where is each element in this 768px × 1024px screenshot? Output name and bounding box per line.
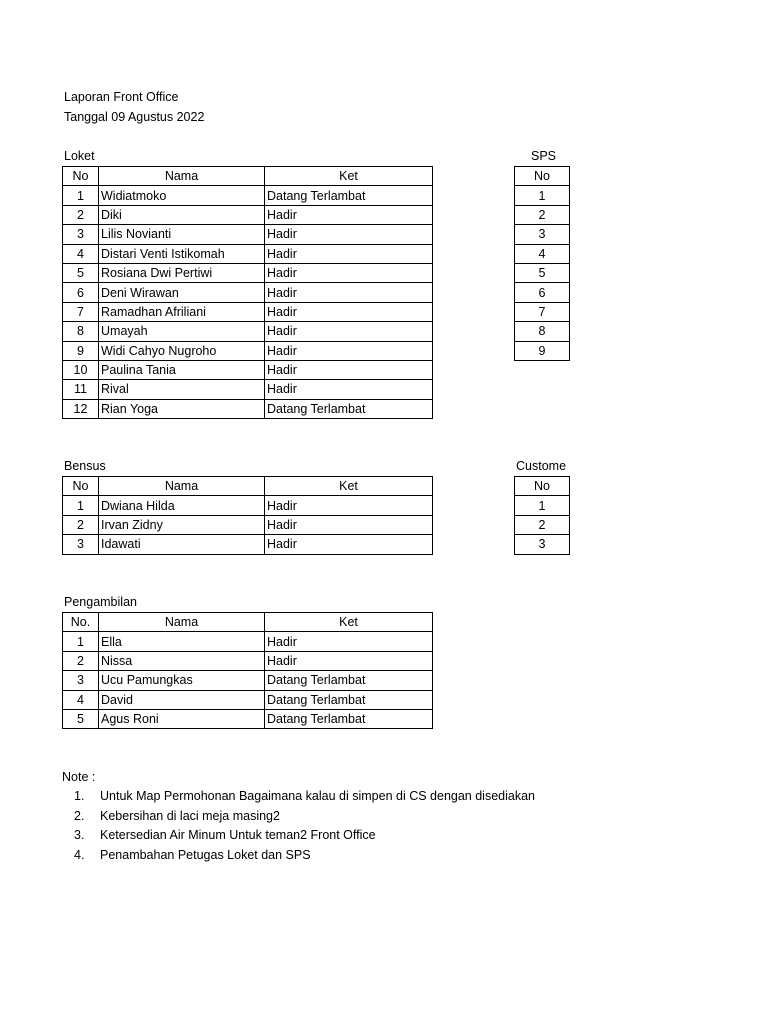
table-row: [63, 671, 433, 690]
notes-section: [62, 768, 535, 865]
cell-nama: Distari Venti Istikomah: [99, 244, 265, 263]
bensus-table: [62, 476, 433, 555]
note-item: [62, 807, 535, 827]
cell-no: 4: [63, 244, 99, 263]
column-header-no: No: [63, 477, 99, 496]
column-header-no: No: [63, 167, 99, 186]
cell-nama: Rival: [99, 380, 265, 399]
cell-nama: Deni Wirawan: [99, 283, 265, 302]
loket-table: [62, 166, 433, 419]
table-row: [515, 283, 570, 302]
cell-ket: Hadir: [265, 515, 433, 534]
cell-ket: Hadir: [265, 322, 433, 341]
table-row: [63, 341, 433, 360]
cell-ket: Datang Terlambat: [265, 399, 433, 418]
table-row: [515, 535, 570, 554]
cell-nama: Widi Cahyo Nugroho: [99, 341, 265, 360]
column-header-no: No.: [63, 613, 99, 632]
note-text: Penambahan Petugas Loket dan SPS: [100, 847, 311, 862]
cell-nama: Ucu Pamungkas: [99, 671, 265, 690]
cell-no: 2: [63, 515, 99, 534]
column-header-nama: Nama: [99, 477, 265, 496]
note-number: 3.: [74, 828, 85, 843]
cell-no: 6: [63, 283, 99, 302]
cell-no: 5: [63, 709, 99, 728]
cell-no: 12: [63, 399, 99, 418]
cell-ket: Hadir: [265, 380, 433, 399]
note-number: 2.: [74, 808, 85, 823]
cell-no: 5: [515, 263, 570, 282]
column-header-nama: Nama: [99, 613, 265, 632]
table-header-row: [63, 477, 433, 496]
cell-ket: Hadir: [265, 535, 433, 554]
cell-ket: Hadir: [265, 205, 433, 224]
note-number: 1.: [74, 789, 85, 803]
cell-nama: Diki: [99, 205, 265, 224]
cell-ket: Hadir: [265, 244, 433, 263]
cell-ket: Datang Terlambat: [265, 709, 433, 728]
cell-nama: Ramadhan Afriliani: [99, 302, 265, 321]
table-row: [63, 263, 433, 282]
cell-no: 7: [63, 302, 99, 321]
table-header-row: [63, 167, 433, 186]
cell-ket: Hadir: [265, 225, 433, 244]
cell-ket: Hadir: [265, 283, 433, 302]
table-row: [515, 244, 570, 263]
table-row: [63, 322, 433, 341]
table-row: [515, 225, 570, 244]
cell-nama: Paulina Tania: [99, 360, 265, 379]
cell-ket: Hadir: [265, 341, 433, 360]
cell-no: 3: [515, 225, 570, 244]
custome-table: [514, 476, 570, 555]
cell-ket: Hadir: [265, 302, 433, 321]
table-row: [63, 205, 433, 224]
cell-nama: Rian Yoga: [99, 399, 265, 418]
note-text: Untuk Map Permohonan Bagaimana kalau di simpen di CS dengan disediakan: [100, 789, 535, 803]
cell-ket: Datang Terlambat: [265, 690, 433, 709]
notes-title: Note :: [62, 770, 96, 784]
column-header-ket: Ket: [265, 477, 433, 496]
cell-no: 3: [63, 225, 99, 244]
cell-nama: Umayah: [99, 322, 265, 341]
cell-no: 2: [63, 205, 99, 224]
cell-nama: Irvan Zidny: [99, 515, 265, 534]
column-header-ket: Ket: [265, 613, 433, 632]
cell-no: 8: [63, 322, 99, 341]
report-title: Laporan Front Office: [64, 90, 179, 104]
sps-table: [514, 166, 570, 361]
cell-ket: Hadir: [265, 360, 433, 379]
table-row: [63, 186, 433, 205]
cell-no: 4: [63, 690, 99, 709]
table-header-row: [515, 477, 570, 496]
cell-no: 1: [515, 496, 570, 515]
table-row: [63, 496, 433, 515]
cell-no: 1: [63, 186, 99, 205]
table-row: [63, 535, 433, 554]
notes-list: [62, 787, 535, 865]
cell-no: 1: [63, 632, 99, 651]
table-header-row: [515, 167, 570, 186]
table-row: [63, 651, 433, 670]
table-row: [63, 515, 433, 534]
section-label-loket: Loket: [64, 149, 95, 163]
table-row: [63, 632, 433, 651]
table-row: [515, 302, 570, 321]
table-row: [63, 302, 433, 321]
table-row: [63, 380, 433, 399]
note-item: [62, 787, 535, 807]
cell-nama: David: [99, 690, 265, 709]
column-header-ket: Ket: [265, 167, 433, 186]
cell-nama: Rosiana Dwi Pertiwi: [99, 263, 265, 282]
cell-no: 4: [515, 244, 570, 263]
cell-nama: Widiatmoko: [99, 186, 265, 205]
column-header-no: No: [515, 167, 570, 186]
cell-nama: Agus Roni: [99, 709, 265, 728]
section-label-custome: Custome: [516, 459, 567, 473]
table-row: [63, 244, 433, 263]
table-row: [63, 399, 433, 418]
cell-nama: Dwiana Hilda: [99, 496, 265, 515]
note-item: [62, 826, 535, 846]
table-row: [63, 709, 433, 728]
cell-no: 2: [515, 515, 570, 534]
table-row: [515, 496, 570, 515]
cell-no: 6: [515, 283, 570, 302]
note-text: Kebersihan di laci meja masing2: [100, 808, 280, 823]
cell-nama: Idawati: [99, 535, 265, 554]
cell-ket: Hadir: [265, 651, 433, 670]
cell-no: 1: [515, 186, 570, 205]
cell-no: 1: [63, 496, 99, 515]
cell-ket: Datang Terlambat: [265, 671, 433, 690]
note-text: Ketersedian Air Minum Untuk teman2 Front Office: [100, 828, 376, 843]
cell-no: 10: [63, 360, 99, 379]
cell-no: 9: [515, 341, 570, 360]
cell-no: 2: [63, 651, 99, 670]
column-header-nama: Nama: [99, 167, 265, 186]
cell-nama: Nissa: [99, 651, 265, 670]
table-row: [515, 205, 570, 224]
cell-ket: Hadir: [265, 632, 433, 651]
table-row: [515, 263, 570, 282]
cell-no: 9: [63, 341, 99, 360]
cell-nama: Ella: [99, 632, 265, 651]
table-row: [63, 225, 433, 244]
report-date: Tanggal 09 Agustus 2022: [64, 110, 205, 124]
cell-no: 7: [515, 302, 570, 321]
cell-no: 3: [63, 535, 99, 554]
note-number: 4.: [74, 847, 85, 862]
section-label-pengambilan: Pengambilan: [64, 595, 137, 609]
table-row: [515, 515, 570, 534]
cell-no: 3: [515, 535, 570, 554]
table-row: [63, 360, 433, 379]
table-row: [515, 322, 570, 341]
cell-no: 11: [63, 380, 99, 399]
table-row: [515, 186, 570, 205]
section-label-sps: SPS: [531, 149, 557, 163]
table-row: [63, 283, 433, 302]
table-header-row: [63, 613, 433, 632]
pengambilan-table: [62, 612, 433, 729]
note-item: [62, 846, 535, 866]
section-label-bensus: Bensus: [64, 459, 106, 473]
column-header-no: No: [515, 477, 570, 496]
cell-no: 2: [515, 205, 570, 224]
table-row: [515, 341, 570, 360]
cell-no: 5: [63, 263, 99, 282]
cell-ket: Hadir: [265, 263, 433, 282]
cell-ket: Hadir: [265, 496, 433, 515]
cell-no: 3: [63, 671, 99, 690]
cell-nama: Lilis Novianti: [99, 225, 265, 244]
cell-no: 8: [515, 322, 570, 341]
table-row: [63, 690, 433, 709]
cell-ket: Datang Terlambat: [265, 186, 433, 205]
